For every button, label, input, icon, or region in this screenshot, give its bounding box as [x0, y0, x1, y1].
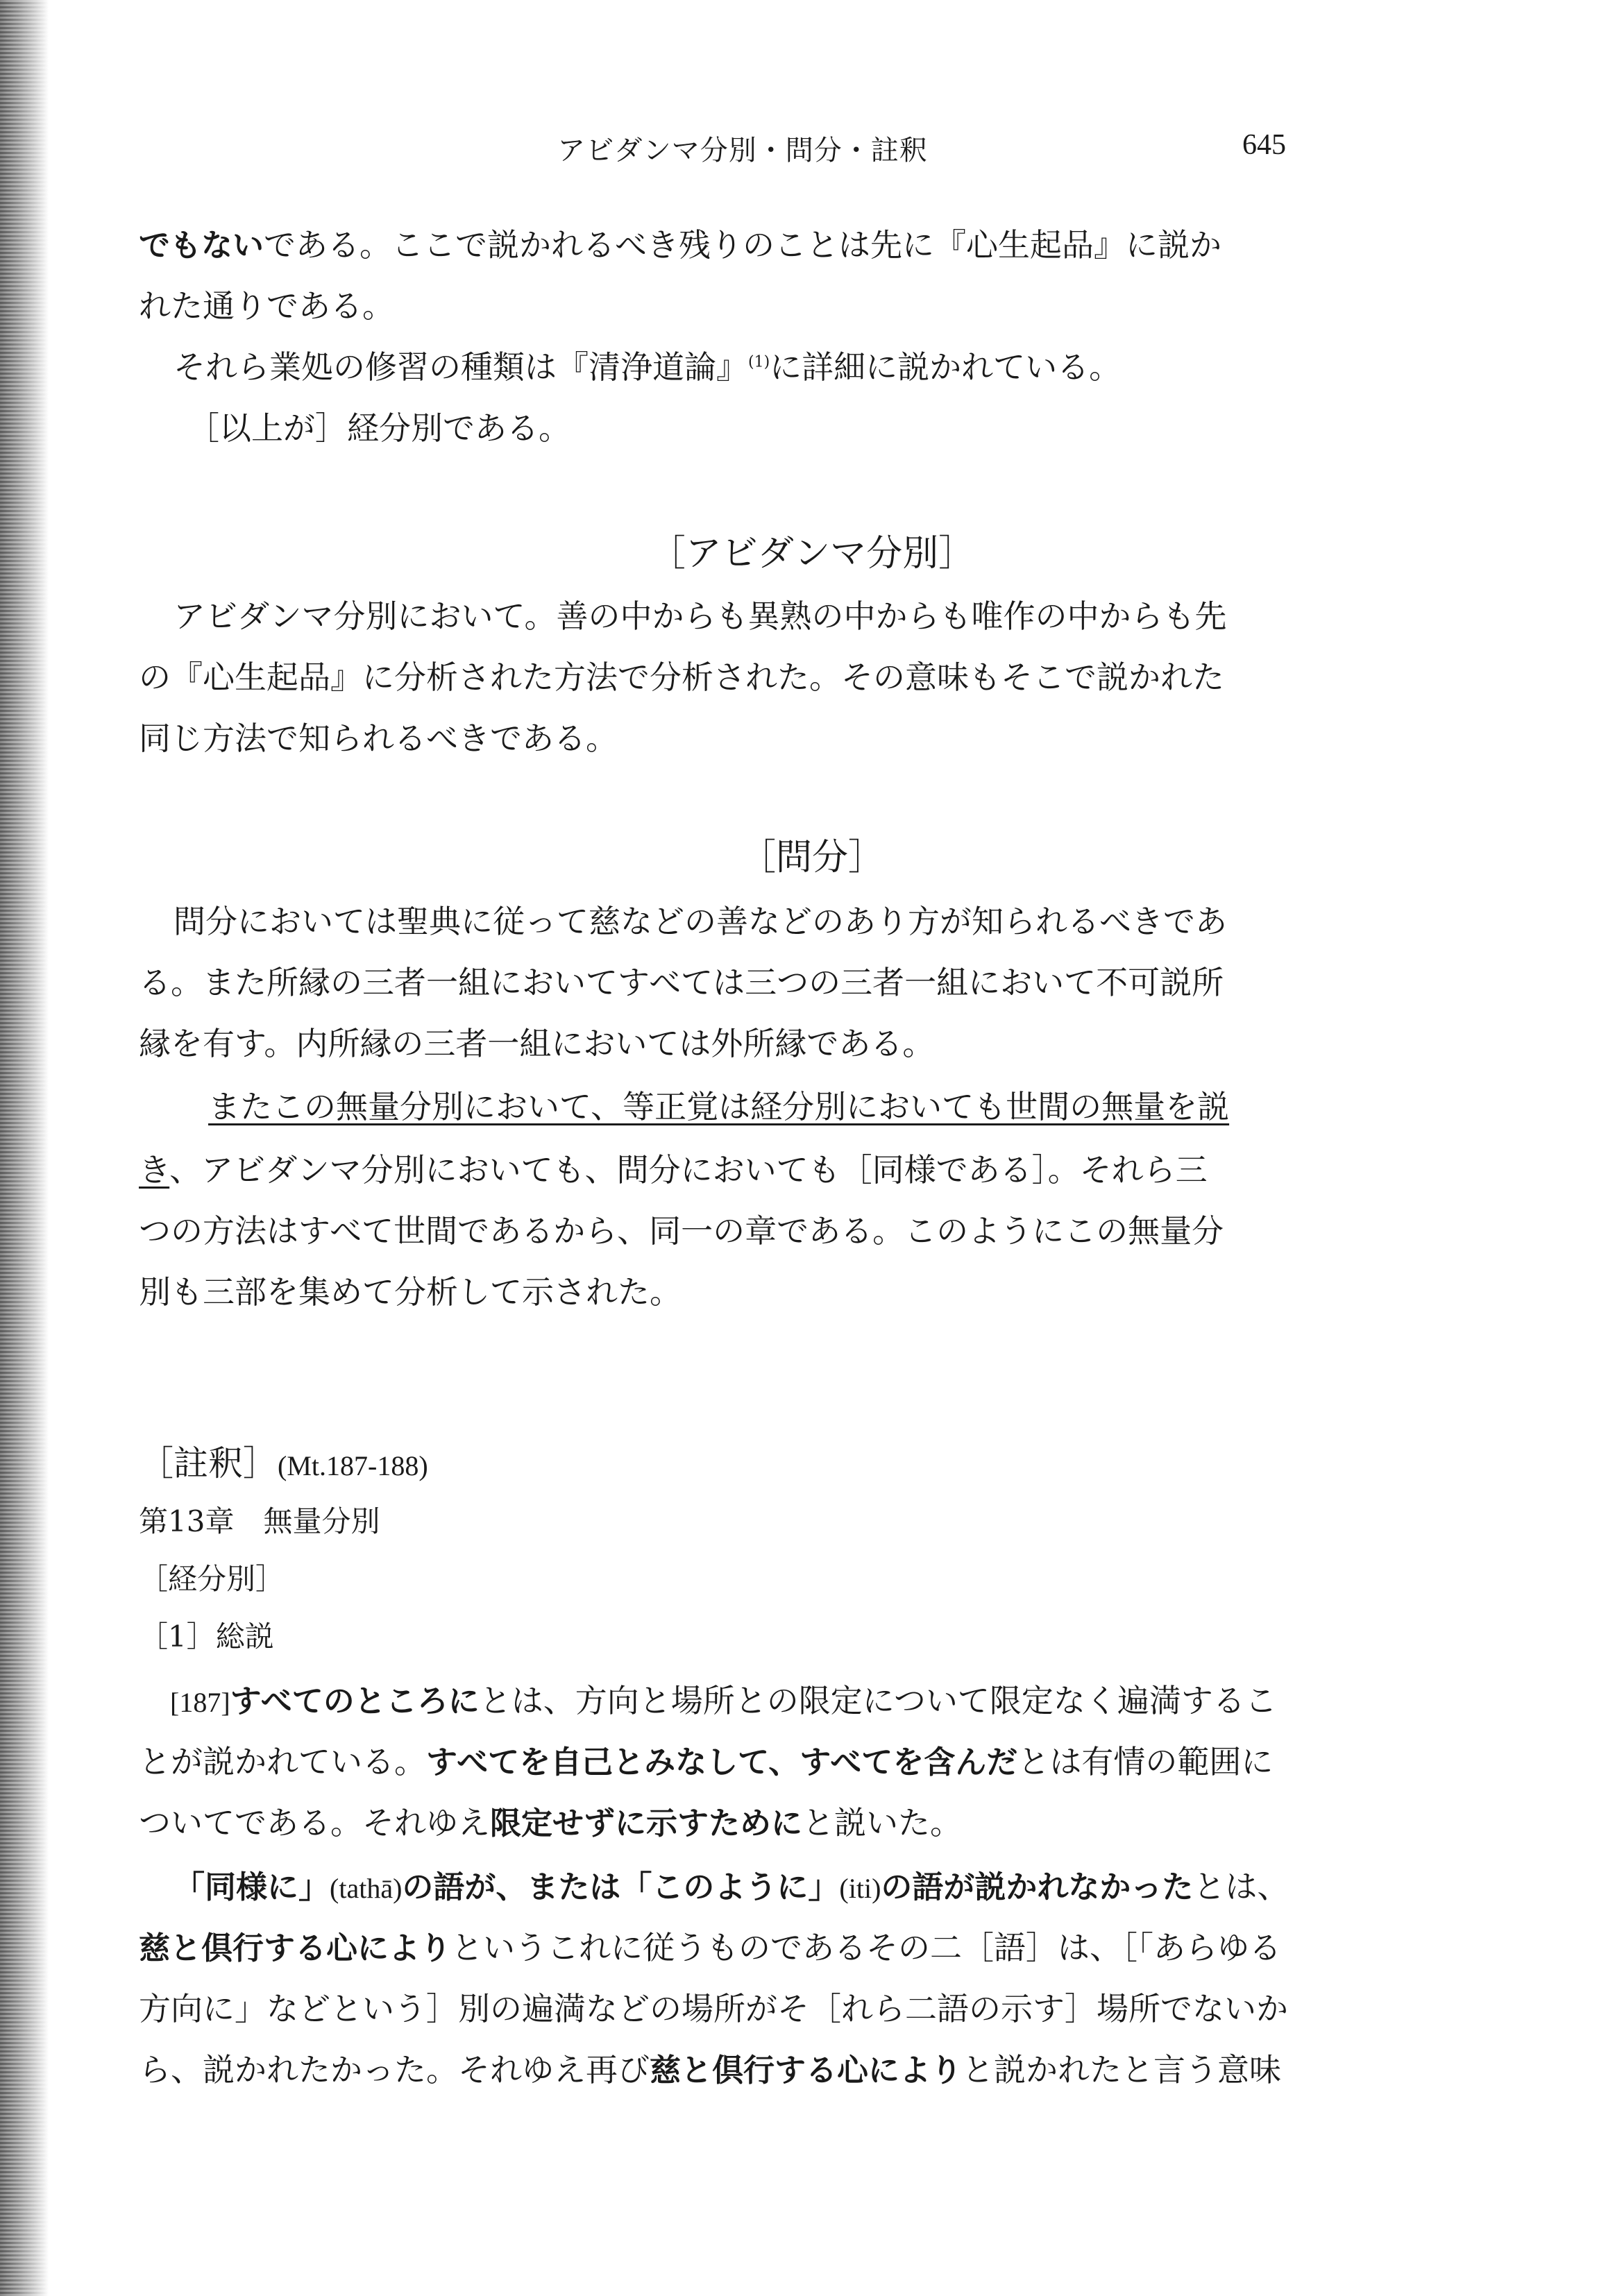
- text-span: と説かれたと言う意味: [962, 2051, 1282, 2089]
- bold-term: すべてのところに: [230, 1683, 480, 1719]
- text-line: [174, 348, 1395, 386]
- bold-term: すべてを自己とみなして、すべてを含んだ: [426, 1744, 1018, 1780]
- text-line: つの方法はすべて世間であるから、同一の章である。このようにこの無量分: [139, 1212, 1224, 1250]
- paragraph-number: [187]: [170, 1687, 230, 1718]
- text-span: とは有情の範囲に: [1017, 1743, 1274, 1780]
- text-span: とが説かれている。: [139, 1743, 426, 1780]
- text-line: アビダンマ分別において。善の中からも異熟の中からも唯作の中からも先: [174, 597, 1227, 635]
- text-span: というこれに従うものであるその二［語］は、［「あらゆる: [451, 1929, 1282, 1966]
- section-label: ［経分別］: [139, 1562, 285, 1596]
- running-header: アビダンマ分別・問分・註釈: [557, 135, 928, 167]
- text-line: の『心生起品』に分析された方法で分析された。その意味もそこで説かれた: [139, 658, 1224, 696]
- text-span: それら業処の修習の種類は『清浄道論』: [174, 348, 748, 386]
- underlined-text: き: [139, 1151, 170, 1189]
- text-line: [174, 1868, 1395, 1905]
- chapter-title: 第13章 無量分別: [139, 1504, 380, 1538]
- text-line: [139, 1743, 1360, 1780]
- text-span: 、アビダンマ分別においても、問分においても［同様である］。それら三: [169, 1151, 1208, 1189]
- section-heading: ［問分］: [739, 837, 884, 878]
- commentary-reference: (Mt.187-188): [278, 1450, 428, 1481]
- text-line: 方向に」などという］別の遍満などの場所がそ［れら二語の示す］場所でないか: [139, 1990, 1288, 2027]
- text-line: [139, 1804, 1360, 1842]
- bold-term: の語が説かれなかった: [881, 1869, 1194, 1905]
- bold-term: でもない: [139, 227, 264, 264]
- subsection-label: ［1］総説: [139, 1619, 274, 1653]
- text-span: とは、方向と場所との限定について限定なく遍満するこ: [479, 1682, 1277, 1719]
- pali-term: (iti): [839, 1873, 881, 1904]
- section-heading: ［アビダンマ分別］: [649, 533, 975, 575]
- text-line: る。また所縁の三者一組においてすべては三つの三者一組において不可説所: [139, 964, 1224, 1001]
- text-line: [139, 226, 1360, 264]
- text-span: ついてである。それゆえ: [139, 1804, 490, 1842]
- text-span: である。ここで説かれるべき残りのことは先に『心生起品』に説か: [264, 226, 1222, 264]
- page-number: 645: [1242, 129, 1286, 161]
- commentary-label: ［註釈］: [139, 1443, 278, 1483]
- commentary-label-line: [139, 1443, 1360, 1483]
- text-line: 同じ方法で知られるべきである。: [139, 720, 618, 757]
- bold-term: 限定せずに示すために: [490, 1805, 803, 1842]
- text-line: [208, 1088, 1430, 1125]
- text-line: 別も三部を集めて分析して示された。: [139, 1273, 682, 1311]
- pali-term: (tathā): [330, 1873, 403, 1904]
- text-span: ら、説かれたかった。それゆえ再び: [139, 2051, 650, 2089]
- text-line: 問分においては聖典に従って慈などの善などのあり方が知られるべきであ: [174, 903, 1227, 940]
- text-line: れた通りである。: [139, 287, 394, 325]
- text-line: [139, 2051, 1360, 2089]
- underlined-text: またこの無量分別において、等正覚は経分別においても世間の無量を説: [208, 1088, 1230, 1125]
- bold-term: 慈と倶行する心により: [650, 2052, 963, 2089]
- text-line: [170, 1682, 1392, 1719]
- text-span: と説いた。: [802, 1804, 963, 1842]
- bold-term: の語が、または「このように」: [402, 1869, 840, 1905]
- text-line: 縁を有す。内所縁の三者一組においては外所縁である。: [139, 1025, 935, 1062]
- text-line: ［以上が］経分別である。: [187, 409, 570, 447]
- text-line: [139, 1929, 1360, 1966]
- text-line: [139, 1151, 1360, 1189]
- bold-term: 慈と倶行する心により: [139, 1930, 452, 1966]
- footnote-marker: (1): [748, 353, 770, 371]
- text-span: とは、: [1193, 1868, 1289, 1905]
- bold-term: 「同様に」: [174, 1869, 330, 1905]
- text-span: に詳細に説かれている。: [770, 348, 1122, 386]
